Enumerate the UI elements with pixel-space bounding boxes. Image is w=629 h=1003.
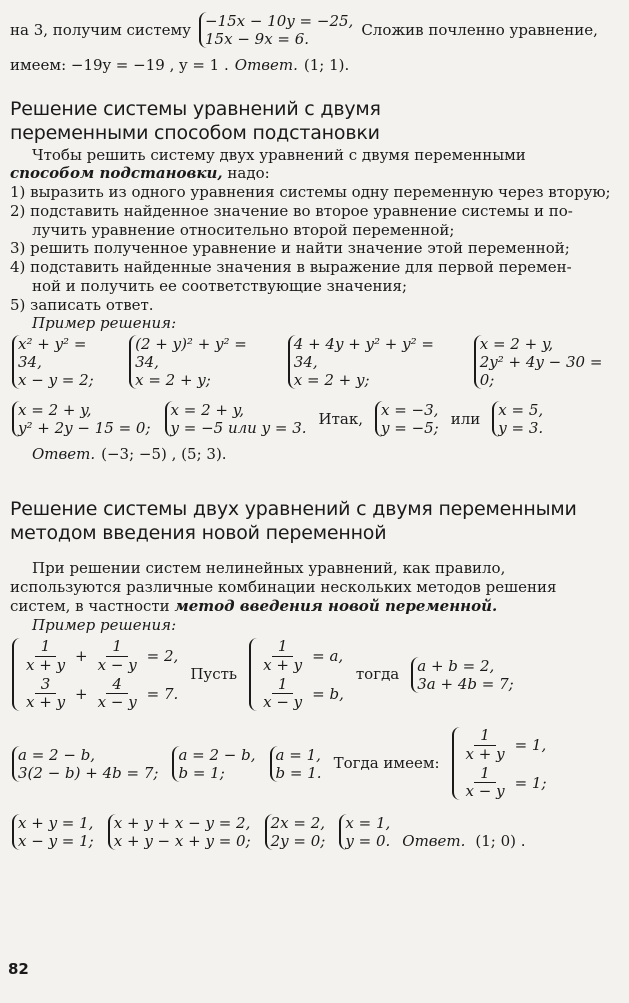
fraction-equation [458, 727, 547, 763]
system [12, 746, 158, 782]
fraction-equation [255, 638, 344, 674]
fraction-equation [18, 676, 178, 712]
eq: x = 2 + y; [135, 371, 211, 389]
list-item: лучить уравнение относительно второй переменной; [32, 220, 455, 239]
eq: y = 0. [345, 832, 391, 851]
fraction-equation [255, 676, 344, 712]
denominator: x − y [263, 693, 303, 711]
system [375, 401, 439, 437]
lead-text: Чтобы решить систему двух уравнений с двумя переменными [32, 145, 526, 164]
operator: + [75, 647, 88, 665]
lead-text: систем, в частности [10, 596, 170, 615]
denominator: x + y [26, 655, 66, 674]
system [12, 401, 151, 437]
system [492, 401, 543, 437]
togda-word: тогда [355, 665, 400, 684]
answer-value: (−3; −5) , (5; 3). [101, 445, 227, 463]
eq: y² + 2y − 15 = 0; [18, 419, 151, 437]
system [270, 746, 322, 782]
intro-text-b: Сложив почленно уравнение, [361, 20, 598, 39]
fraction [20, 676, 71, 712]
eq: x = 2 + y, [170, 401, 244, 419]
example-label: Пример решения: [32, 615, 177, 634]
rhs: = 2, [146, 647, 179, 665]
eq: 4 + 4y + y² + y² = 34, [293, 335, 434, 371]
example-row-3 [10, 638, 618, 711]
fraction [257, 638, 308, 674]
steps-list [10, 183, 618, 314]
eq: x + y + x − y = 2, [113, 814, 251, 833]
list-item: 5) записать ответ. [10, 295, 154, 314]
eq: a = 2 − b, [18, 745, 96, 764]
denominator: x + y [263, 655, 303, 674]
system [172, 746, 255, 782]
numerator: 1 [474, 727, 496, 745]
numerator: 4 [106, 676, 128, 694]
system [129, 335, 270, 389]
fraction [460, 765, 511, 801]
fraction [257, 676, 308, 712]
eq: (2 + y)² + y² = 34, [135, 335, 247, 371]
system [339, 814, 390, 850]
fraction [92, 638, 143, 674]
eq: 2x = 2, [270, 814, 326, 833]
system [265, 814, 326, 850]
numerator: 1 [474, 765, 496, 783]
eq: x = 2 + y, [18, 401, 92, 419]
numerator: 3 [35, 676, 57, 694]
example-row-5 [10, 814, 618, 850]
numerator: 1 [272, 638, 294, 656]
answer-line [10, 445, 618, 464]
intro-line-1 [10, 8, 618, 52]
list-item: 4) подставить найденные значения в выражение для первой перемен- [10, 258, 572, 276]
eq: −15x − 10y = −25, [205, 12, 354, 30]
rhs: = a, [312, 647, 344, 665]
eq: y = 3. [498, 419, 544, 437]
lead-text: надо: [227, 164, 270, 183]
section-title: Решение системы уравнений с двумя [10, 98, 381, 120]
section-title: переменными способом подстановки [10, 121, 380, 144]
numerator: 1 [35, 638, 57, 656]
intro-text-a: на 3, получим систему [10, 20, 191, 39]
fraction [92, 676, 143, 712]
page-number: 82 [8, 960, 29, 978]
ili-word: или [450, 409, 481, 428]
eq: x = −3, [380, 401, 439, 419]
eq: y = −5 или y = 3. [170, 419, 307, 437]
system [411, 657, 513, 693]
fraction [460, 727, 511, 763]
eq: x = 2 + y, [479, 335, 554, 353]
numerator: 1 [272, 676, 294, 694]
fraction-equation [18, 638, 178, 674]
system [452, 727, 547, 800]
answer-label: Ответ. [32, 445, 96, 463]
system [12, 335, 111, 389]
paragraph: используются различные комбинации нескольких методов решения [10, 578, 557, 596]
rhs: = 1, [514, 736, 547, 754]
paragraph [10, 146, 618, 165]
eq: 15x − 9x = 6. [205, 30, 310, 48]
denominator: x + y [465, 744, 505, 763]
answer-label: Ответ. [234, 55, 298, 74]
system [165, 401, 307, 437]
system [12, 638, 178, 711]
list-item: ной и получить ее соответствующие значения; [32, 276, 408, 295]
textbook-page [10, 8, 618, 850]
denominator: x − y [97, 655, 137, 674]
example-row-2 [10, 401, 618, 437]
eq: x + y − x + y = 0; [113, 832, 251, 851]
term: метод введения новой переменной. [174, 596, 498, 615]
list-item: 3) решить полученное уравнение и найти значение этой переменной; [10, 239, 570, 258]
paragraph: При решении систем нелинейных уравнений, как правило, [32, 559, 506, 578]
denominator: x − y [97, 693, 137, 711]
list-item: 1) выразить из одного уравнения системы одну переменную через вторую; [10, 183, 611, 201]
system [474, 335, 616, 389]
eq: 2y² + 4y − 30 = 0; [479, 353, 603, 389]
example-row-4 [10, 727, 618, 800]
eq: x + y = 1, [18, 814, 94, 833]
eq: a = 1, [275, 745, 321, 764]
eq: a + b = 2, [417, 656, 495, 675]
eq: x − y = 1; [18, 832, 94, 851]
example-label: Пример решения: [32, 314, 177, 333]
system [12, 814, 94, 850]
fraction-equation [458, 765, 547, 801]
list-item: 2) подставить найденное значение во второе уравнение системы и по- [10, 201, 573, 220]
eq: y = −5; [380, 419, 439, 437]
paragraph [10, 597, 618, 616]
eq: a = 2 − b, [178, 745, 256, 764]
fraction [20, 638, 71, 674]
eq: b = 1; [178, 763, 225, 782]
intro-system [199, 12, 353, 48]
answer-value: (1; 0) . [475, 831, 526, 850]
answer-value: (1; 1). [303, 55, 350, 74]
paragraph [10, 164, 618, 183]
eq: x = 2 + y; [293, 371, 370, 389]
numerator: 1 [106, 638, 128, 656]
eq: x² + y² = 34, [18, 335, 87, 371]
operator: + [75, 684, 88, 703]
section-title: Решение системы двух уравнений с двумя переменными [10, 497, 577, 520]
system [249, 638, 344, 711]
eq: x = 1, [345, 814, 391, 833]
denominator: x + y [26, 693, 66, 711]
intro-result: имеем: −19y = −19 , y = 1 . [10, 55, 229, 74]
rhs: = 1; [514, 773, 547, 792]
section-title: методом введения новой переменной [10, 521, 387, 544]
eq: b = 1. [275, 763, 322, 782]
denominator: x − y [465, 782, 505, 800]
pust-word: Пусть [190, 665, 238, 684]
term: способом подстановки, [10, 164, 223, 183]
eq: x = 5, [498, 401, 544, 419]
intro-line-2 [10, 52, 618, 78]
togda-imeem-word: Тогда имеем: [333, 754, 440, 773]
system [108, 814, 251, 850]
rhs: = b, [312, 684, 344, 703]
eq: 3(2 − b) + 4b = 7; [18, 763, 159, 782]
rhs: = 7. [146, 684, 179, 703]
itak-word: Итак, [318, 409, 363, 428]
answer-label: Ответ. [402, 831, 466, 850]
eq: 3a + 4b = 7; [417, 674, 514, 693]
system [288, 335, 456, 389]
eq: x − y = 2; [18, 371, 94, 389]
example-row-1 [10, 335, 618, 389]
eq: 2y = 0; [270, 832, 326, 851]
